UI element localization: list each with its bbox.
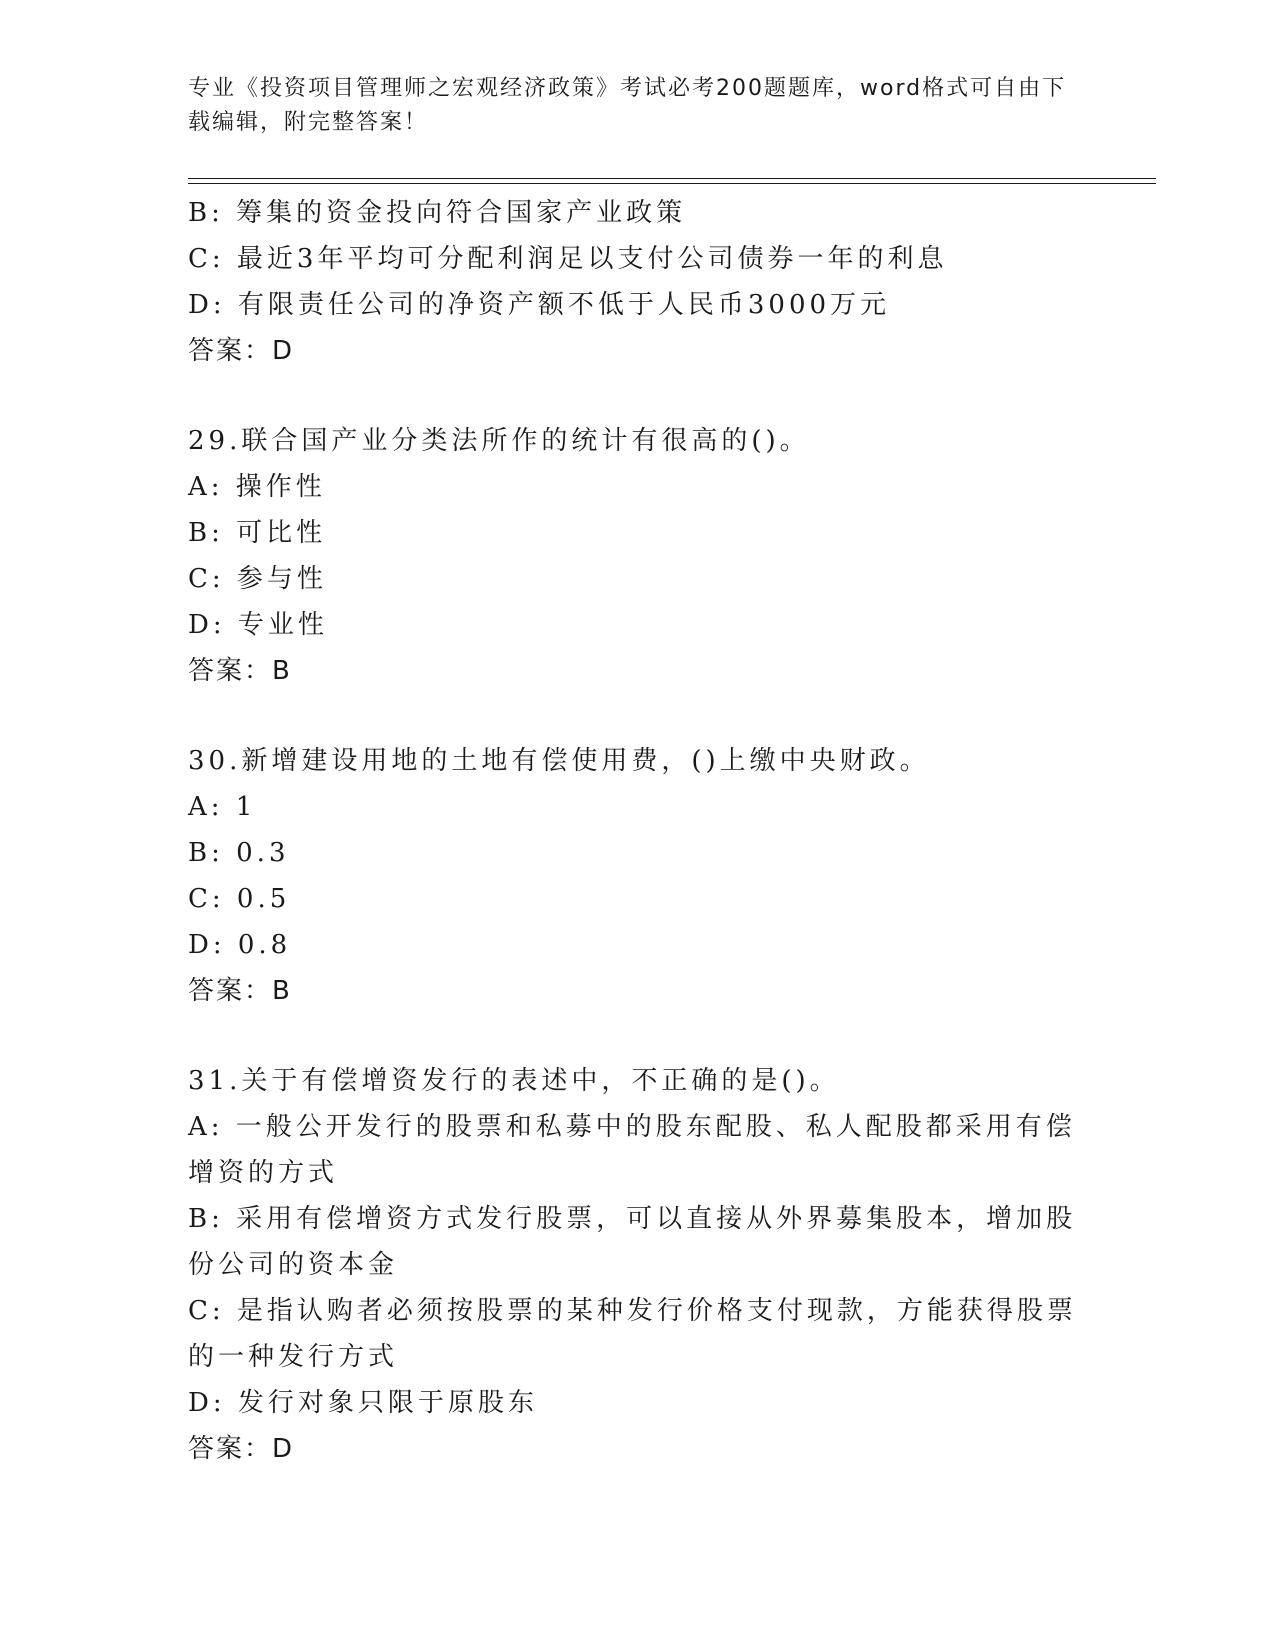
spacer (188, 1014, 1088, 1058)
option-c: C: 参与性 (188, 564, 327, 594)
document-header: 专业《投资项目管理师之宏观经济政策》考试必考200题题库，word格式可自由下载编辑，附完整答案！ (188, 76, 1067, 135)
option-c: C: 0.5 (188, 884, 291, 914)
option-a: A: 操作性 (188, 472, 326, 502)
question-block-28 (188, 190, 1088, 374)
option-b: B: 采用有偿增资方式发行股票，可以直接从外界募集股本，增加股份公司的资本金 (188, 1204, 1077, 1280)
option-a: A: 1 (188, 792, 257, 822)
option-b: B: 0.3 (188, 838, 290, 868)
answer: 答案：D (188, 1434, 295, 1464)
header-rule-top (188, 178, 1156, 179)
option-b: B: 可比性 (188, 518, 327, 548)
question-block-30 (188, 738, 1088, 1014)
question-title: 31.关于有偿增资发行的表述中，不正确的是()。 (188, 1066, 840, 1096)
question-block-29 (188, 418, 1088, 694)
spacer (188, 694, 1088, 738)
answer: 答案：D (188, 336, 295, 366)
header-rule-bottom (188, 183, 1156, 184)
option-d: D: 0.8 (188, 930, 292, 960)
answer: 答案：B (188, 976, 292, 1006)
option-c: C: 最近3年平均可分配利润足以支付公司债券一年的利息 (188, 244, 948, 274)
spacer (188, 374, 1088, 418)
question-title: 29.联合国产业分类法所作的统计有很高的()。 (188, 426, 810, 456)
option-d: D: 有限责任公司的净资产额不低于人民币3000万元 (188, 290, 891, 320)
option-c: C: 是指认购者必须按股票的某种发行价格支付现款，方能获得股票的一种发行方式 (188, 1296, 1077, 1372)
question-title: 30.新增建设用地的土地有偿使用费，()上缴中央财政。 (188, 746, 930, 776)
document-body (188, 190, 1088, 1472)
option-a: A: 一般公开发行的股票和私募中的股东配股、私人配股都采用有偿增资的方式 (188, 1112, 1076, 1188)
question-block-31 (188, 1058, 1088, 1472)
option-d: D: 专业性 (188, 610, 328, 640)
answer: 答案：B (188, 656, 292, 686)
option-d: D: 发行对象只限于原股东 (188, 1388, 538, 1418)
option-b: B: 筹集的资金投向符合国家产业政策 (188, 198, 687, 228)
